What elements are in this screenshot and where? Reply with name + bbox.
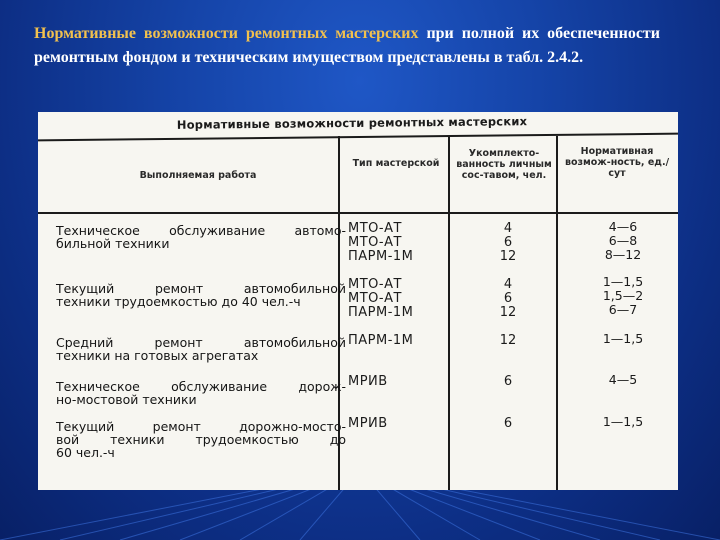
intro-paragraph <box>34 22 660 70</box>
table-caption: Нормативные возможности ремонтных мастерских <box>176 114 528 132</box>
row4-types: МРИВ <box>348 374 388 389</box>
row5-staff: 6 <box>503 416 513 431</box>
table-top-rule <box>38 133 678 142</box>
row1-work: Техническое обслуживание автомо- бильной техники <box>56 223 346 251</box>
row4-work: Техническое обслуживание дорож- но-мостовой техники <box>56 379 346 407</box>
row5-norms: 1—1,5 <box>602 414 644 429</box>
row3-work: Средний ремонт автомобильной техники на готовых агрегатах <box>56 335 346 363</box>
row1-types: МТО-АТ МТО-АТ ПАРМ-1М <box>348 221 414 264</box>
row2-staff: 4 6 12 <box>499 277 517 320</box>
row4-staff: 6 <box>503 374 513 389</box>
row2-work: Текущий ремонт автомобильной техники трудоемкостью до 40 чел.-ч <box>56 281 346 309</box>
scanned-table <box>38 112 678 490</box>
intro-rest: при полной их обеспеченности ремонтным фондом и техническим имуществом представлены в табл. 2.4.2. <box>34 25 661 66</box>
row1-norms: 4—6 6—8 8—12 <box>604 219 642 262</box>
row2-norms: 1—1,5 1,5—2 6—7 <box>602 274 644 317</box>
row2-types: МТО-АТ МТО-АТ ПАРМ-1М <box>348 277 414 320</box>
column-divider-3 <box>556 136 558 490</box>
row1-staff: 4 6 12 <box>499 221 517 264</box>
row3-staff: 12 <box>499 333 517 348</box>
header-type: Тип мастерской <box>352 158 440 169</box>
header-bottom-rule <box>38 212 678 214</box>
row4-norms: 4—5 <box>608 372 638 387</box>
header-staff: Укомплекто-ванность личным сос-тавом, чел. <box>456 148 552 181</box>
intro-highlight: Нормативные возможности ремонтных мастерских <box>34 25 419 42</box>
row5-types: МРИВ <box>348 416 388 431</box>
row3-types: ПАРМ-1М <box>348 333 414 348</box>
column-divider-2 <box>448 136 450 490</box>
row5-work: Текущий ремонт дорожно-мосто- вой техники трудоемкостью до 60 чел.-ч <box>56 419 346 460</box>
header-work: Выполняемая работа <box>139 170 257 181</box>
header-norm: Нормативная возмож-ность, ед./сут <box>564 146 670 179</box>
row3-norms: 1—1,5 <box>602 331 644 346</box>
